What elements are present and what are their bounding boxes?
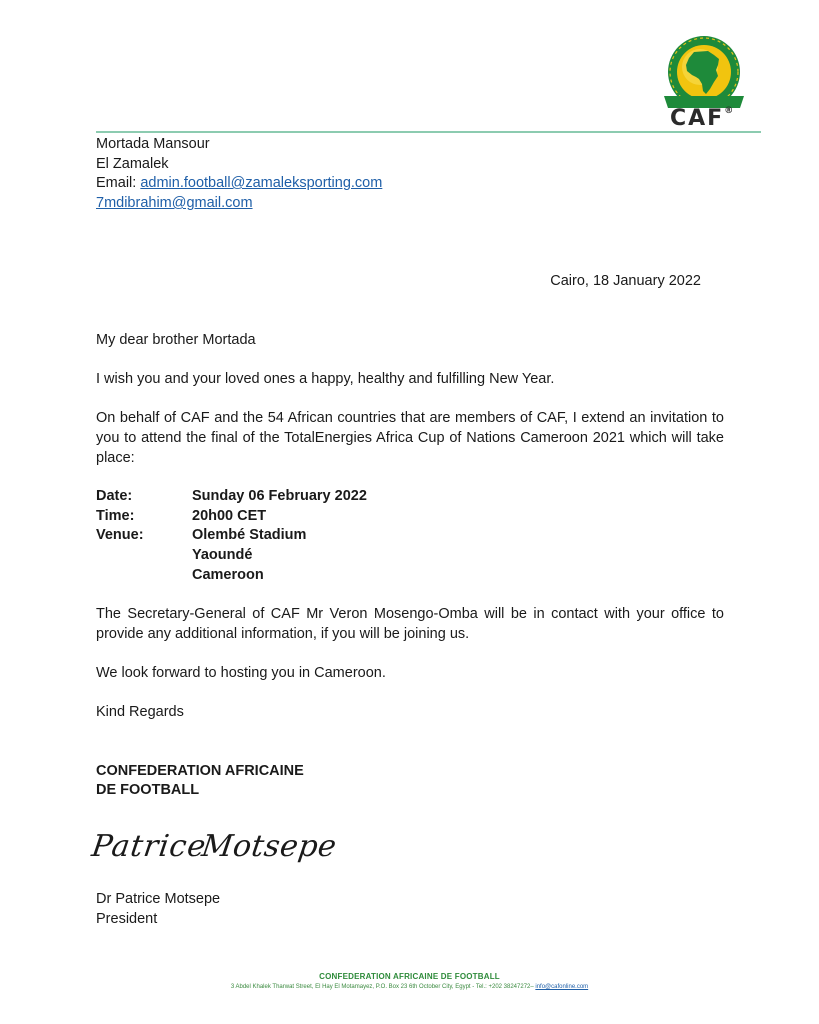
date-value: Sunday 06 February 2022 xyxy=(192,488,367,504)
email-link-secondary[interactable]: 7mdibrahim@gmail.com xyxy=(96,195,253,211)
logo-wordmark: CAF xyxy=(670,106,725,131)
date-label: Date: xyxy=(96,488,133,504)
recipient-email-line xyxy=(96,174,382,194)
venue-city: Yaoundé xyxy=(192,547,253,563)
recipient-name: Mortada Mansour xyxy=(96,136,210,152)
salutation: My dear brother Mortada xyxy=(96,332,256,348)
recipient-email-secondary-line xyxy=(96,194,253,214)
footer-email-link[interactable]: info@cafonline.com xyxy=(535,984,589,990)
paragraph-secretary-general: The Secretary-General of CAF Mr Veron Mosengo-Omba will be in contact with your office to provide any additional information, if you will be joining us. xyxy=(96,606,724,642)
registered-mark: ® xyxy=(724,106,734,116)
svg-text:Motsepe: Motsepe xyxy=(199,829,339,864)
signature-icon xyxy=(89,818,339,868)
caf-logo xyxy=(656,34,752,130)
handwritten-signature xyxy=(89,818,339,868)
email-link-primary[interactable]: admin.football@zamaleksporting.com xyxy=(140,175,383,191)
recipient-club: El Zamalek xyxy=(96,156,169,172)
footer-title: CONFEDERATION AFRICAINE DE FOOTBALL xyxy=(319,972,500,981)
venue-country: Cameroon xyxy=(192,567,264,583)
signer-name: Dr Patrice Motsepe xyxy=(96,891,221,907)
header-rule xyxy=(96,131,761,133)
paragraph-hosting: We look forward to hosting you in Cameroon. xyxy=(96,665,386,681)
time-value: 20h00 CET xyxy=(192,508,267,524)
venue-stadium: Olembé Stadium xyxy=(192,527,307,543)
footer-address-line xyxy=(0,984,819,990)
organization-line-2: DE FOOTBALL xyxy=(96,782,200,798)
venue-label: Venue: xyxy=(96,527,144,543)
closing: Kind Regards xyxy=(96,704,184,720)
letter-date: Cairo, 18 January 2022 xyxy=(550,273,701,289)
footer-address: 3 Abdel Khalek Tharwat Street, El Hay El Motamayez, P.O. Box 23 6th October City, Egypt - Tel.: +202 38247272– xyxy=(230,984,536,990)
organization-line-1: CONFEDERATION AFRICAINE xyxy=(96,763,304,779)
email-label: Email: xyxy=(96,175,141,191)
signer-title: President xyxy=(96,911,158,927)
time-label: Time: xyxy=(96,508,135,524)
paragraph-new-year: I wish you and your loved ones a happy, healthy and fulfilling New Year. xyxy=(96,371,555,387)
svg-text:Patrice: Patrice xyxy=(89,829,209,864)
paragraph-invitation: On behalf of CAF and the 54 African countries that are members of CAF, I extend an invitation to you to attend the final of the TotalEnergies Africa Cup of Nations Cameroon 2021 which will take place: xyxy=(96,410,724,466)
